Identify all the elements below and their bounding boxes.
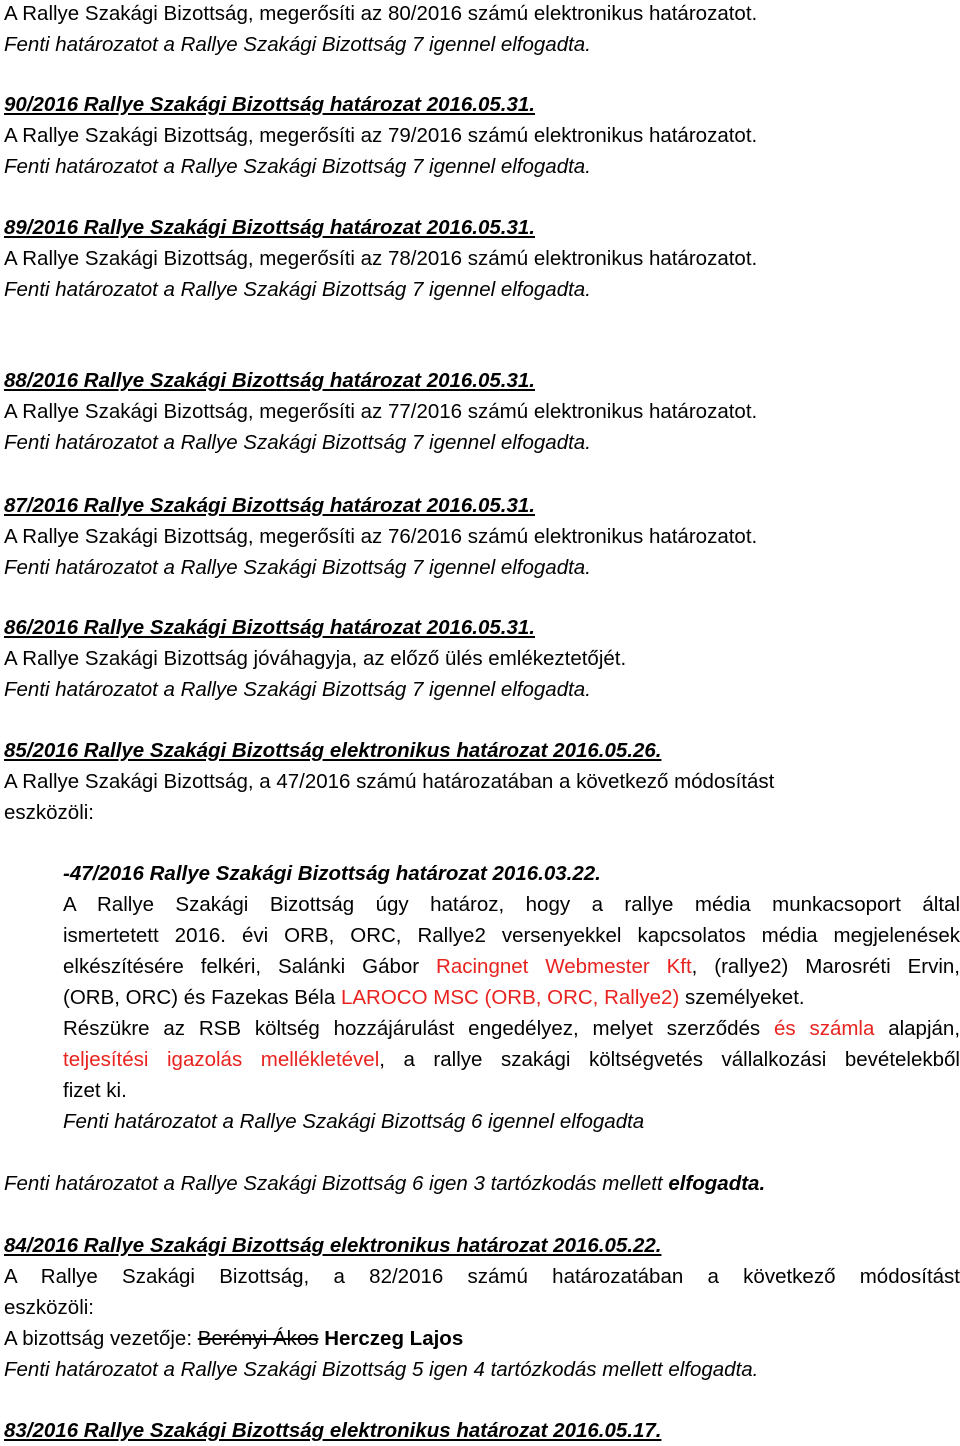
text-run: alapján, (874, 1017, 960, 1040)
quoted-resolution-text (63, 982, 805, 1013)
acceptance-note: Fenti határozatot a Rallye Szakági Bizottság 7 igennel elfogadta. (4, 33, 591, 56)
leader-label: A bizottság vezetője: (4, 1327, 198, 1350)
resolution-text: A Rallye Szakági Bizottság jóváhagyja, az előző ülés emlékeztetőjét. (4, 647, 627, 670)
text-run: Fenti határozatot a Rallye Szakági Bizottság 6 igen 3 tartózkodás mellett (4, 1172, 669, 1195)
new-name: Herczeg Lajos (324, 1327, 464, 1350)
resolution-text: A Rallye Szakági Bizottság, megerősíti az 77/2016 számú elektronikus határozatot. (4, 400, 758, 423)
quoted-resolution-text: A Rallye Szakági Bizottság úgy határoz, hogy a rallye média munkacsoport által (63, 893, 960, 916)
resolution-text: A Rallye Szakági Bizottság, a 47/2016 számú határozatában a következő módosítást (4, 770, 775, 793)
quoted-resolution-text: ismertetett 2016. évi ORB, ORC, Rallye2 versenyekkel kapcsolatos média megjelenések (63, 924, 960, 947)
text-run: személyeket. (679, 986, 805, 1009)
acceptance-note: Fenti határozatot a Rallye Szakági Bizottság 7 igennel elfogadta. (4, 278, 591, 301)
resolution-text: A Rallye Szakági Bizottság, megerősíti az 76/2016 számú elektronikus határozatot. (4, 525, 758, 548)
resolution-heading: 86/2016 Rallye Szakági Bizottság határozat 2016.05.31. (4, 616, 535, 639)
highlighted-text: és számla (773, 1017, 875, 1040)
acceptance-note: Fenti határozatot a Rallye Szakági Bizottság 7 igennel elfogadta. (4, 155, 591, 178)
text-run: , (rallye2) Marosréti Ervin, (691, 955, 960, 978)
resolution-text: A Rallye Szakági Bizottság, megerősíti az 79/2016 számú elektronikus határozatot. (4, 124, 758, 147)
resolution-text: A Rallye Szakági Bizottság, megerősíti az 78/2016 számú elektronikus határozatot. (4, 247, 758, 270)
text-run: (ORB, ORC) és Fazekas Béla (63, 986, 341, 1009)
resolution-heading: 84/2016 Rallye Szakági Bizottság elektronikus határozat 2016.05.22. (4, 1234, 662, 1257)
acceptance-note: Fenti határozatot a Rallye Szakági Bizottság 7 igennel elfogadta. (4, 556, 591, 579)
resolution-heading: 87/2016 Rallye Szakági Bizottság határozat 2016.05.31. (4, 494, 535, 517)
quoted-resolution-text: fizet ki. (63, 1079, 127, 1102)
acceptance-note: Fenti határozatot a Rallye Szakági Bizottság 7 igennel elfogadta. (4, 431, 591, 454)
quoted-acceptance-note: Fenti határozatot a Rallye Szakági Bizottság 6 igennel elfogadta (63, 1110, 645, 1133)
quoted-resolution-text (63, 1044, 960, 1075)
text-run: elkészítésére felkéri, Salánki Gábor (63, 955, 437, 978)
resolution-text: eszközöli: (4, 801, 95, 824)
resolution-heading: 83/2016 Rallye Szakági Bizottság elektronikus határozat 2016.05.17. (4, 1419, 662, 1442)
highlighted-text: Racingnet Webmester Kft (436, 955, 692, 978)
acceptance-note: Fenti határozatot a Rallye Szakági Bizottság 7 igennel elfogadta. (4, 678, 591, 701)
resolution-heading: 89/2016 Rallye Szakági Bizottság határozat 2016.05.31. (4, 216, 535, 239)
highlighted-text: LAROCO MSC (ORB, ORC, Rallye2) (340, 986, 680, 1009)
struck-name: Berényi Ákos (197, 1327, 319, 1350)
text-run: Részükre az RSB költség hozzájárulást engedélyez, melyet szerződés (63, 1017, 774, 1040)
highlighted-text: teljesítési igazolás mellékletével (63, 1048, 380, 1071)
resolution-heading: 90/2016 Rallye Szakági Bizottság határozat 2016.05.31. (4, 93, 535, 116)
text-run: , a rallye szakági költségvetés vállalkozási bevételekből (379, 1048, 960, 1071)
resolution-heading: 85/2016 Rallye Szakági Bizottság elektronikus határozat 2016.05.26. (4, 739, 662, 762)
acceptance-note (4, 1168, 765, 1199)
resolution-heading: 88/2016 Rallye Szakági Bizottság határozat 2016.05.31. (4, 369, 535, 392)
resolution-text (4, 1323, 463, 1354)
resolution-text: eszközöli: (4, 1296, 95, 1319)
quoted-resolution-text (63, 951, 960, 982)
resolution-text: A Rallye Szakági Bizottság, a 82/2016 számú határozatában a következő módosítást (4, 1265, 960, 1288)
acceptance-note: Fenti határozatot a Rallye Szakági Bizottság 5 igen 4 tartózkodás mellett elfogadta. (4, 1358, 759, 1381)
emphasized-text: elfogadta. (668, 1172, 766, 1195)
resolution-text: A Rallye Szakági Bizottság, megerősíti az 80/2016 számú elektronikus határozatot. (4, 2, 758, 25)
quoted-resolution-text (63, 1013, 960, 1044)
quoted-resolution-heading: -47/2016 Rallye Szakági Bizottság határozat 2016.03.22. (63, 862, 601, 885)
